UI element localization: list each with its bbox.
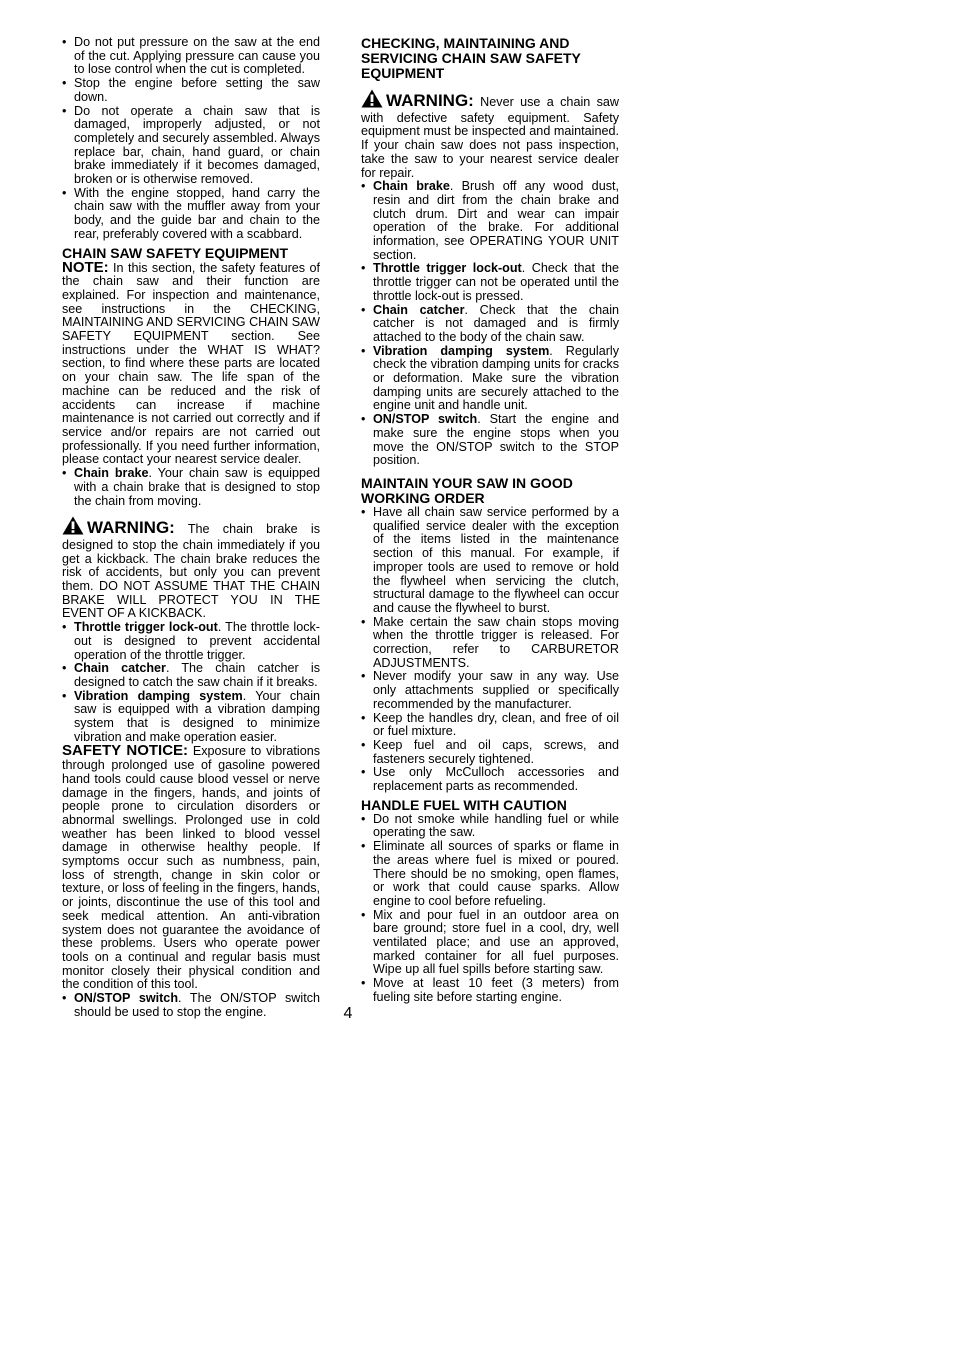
list-item	[62, 621, 320, 662]
intro-bullet-list	[62, 36, 320, 242]
item-label: Vibration damping system	[74, 688, 243, 703]
warning-triangle-icon	[361, 89, 383, 112]
onstop-list	[62, 992, 320, 1019]
list-item: • Keep the handles dry, clean, and free of oil or fuel mixture.	[361, 712, 619, 739]
item-text: . Your chain saw is equipped with a chain brake that is designed to stop the chain from moving.	[74, 466, 320, 508]
check-bullet-list	[361, 180, 619, 468]
list-item: • Have all chain saw service performed by a qualified service dealer with the exception of the items listed in the maintenance section of this manual. For example, if improper tools are used to remove or hold the flywheel when servicing the clutch, structural damage to the flywheel can occur and cause the flywheel to burst.	[361, 506, 619, 616]
warning-text: The chain brake is designed to stop the chain immediately if you get a kickback. The chain brake reduces the risk of accidents, but only you can prevent them. DO NOT ASSUME THAT THE CHAIN BRAKE WILL PROTECT YOU IN THE EVENT OF A KICKBACK.	[62, 522, 320, 621]
section-heading-maintain: MAINTAIN YOUR SAW IN GOOD WORKING ORDER	[361, 474, 573, 506]
list-item: • Move at least 10 feet (3 meters) from fueling site before starting engine.	[361, 977, 619, 1004]
item-label: Chain brake	[74, 466, 149, 481]
warning-text: Never use a chain saw with defective safety equipment. Safety equipment must be inspected and maintained. If your chain saw does not pass inspection, take the saw to your nearest service dealer for repair.	[361, 95, 619, 180]
fuel-bullet-list	[361, 813, 619, 1005]
list-item	[361, 413, 619, 468]
list-item: • Do not operate a chain saw that is damaged, improperly adjusted, or not completely and securely assembled. Always replace bar, chain, hand guard, or chain brake immediately if it becomes damaged, broken or is otherwise removed.	[62, 105, 320, 187]
item-text: . Check that the chain catcher is not damaged and is firmly attached to the body of the chain saw.	[373, 302, 619, 344]
item-label: Chain brake	[373, 179, 450, 194]
left-column	[62, 36, 320, 1020]
list-item: • Never modify your saw in any way. Use only attachments supplied or specifically recommended by the manufacturer.	[361, 670, 619, 711]
warning-triangle-icon	[62, 516, 84, 539]
page-number: 4	[343, 1005, 353, 1022]
safety-notice-text: Exposure to vibrations through prolonged use of gasoline powered hand tools could cause blood vessel or nerve damage in the fingers, hands, and joints of people prone to circulation disorders or abnormal swellings. Prolonged use in cold weather has been linked to blood vessel damage in otherwise healthy people. If symptoms occur such as numbness, pain, loss of strength, change in skin color or texture, or loss of feeling in the fingers, hands, or joints, discontinue the use of this tool and seek medical attention. An anti-vibration system does not guarantee the avoidance of these problems. Users who operate power tools on a continual and regular basis must monitor closely their physical condition and the condition of this tool.	[62, 744, 321, 992]
item-text: . Start the engine and make sure the engine stops when you move the ON/STOP switch to the STOP position.	[373, 412, 619, 468]
chain-brake-list	[62, 467, 320, 508]
item-text: . The ON/STOP switch should be used to stop the engine.	[74, 991, 320, 1019]
list-item: • Stop the engine before setting the saw down.	[62, 77, 320, 104]
safety-notice-paragraph	[62, 744, 320, 992]
list-item	[62, 992, 320, 1019]
item-label: Vibration damping system	[373, 343, 550, 358]
list-item: • Mix and pour fuel in an outdoor area on bare ground; store fuel in a cool, dry, well ventilated place; and use an approved, marked container for all fuel purposes. Wipe up all fuel spills before starting saw.	[361, 909, 619, 978]
warning-label: WARNING:	[386, 91, 474, 110]
list-item: • With the engine stopped, hand carry the chain saw with the muffler away from your body, and the guide bar and chain to the rear, preferably covered with a scabbard.	[62, 187, 320, 242]
note-paragraph	[62, 258, 320, 468]
item-label: Chain catcher	[74, 661, 166, 676]
maintain-bullet-list	[361, 506, 619, 794]
item-label: Chain catcher	[373, 302, 465, 317]
item-text: . The chain catcher is designed to catch the saw chain if it breaks.	[74, 661, 320, 689]
item-label: Throttle trigger lock-out	[373, 261, 522, 276]
equipment-bullet-list	[62, 621, 320, 744]
list-item	[361, 304, 619, 345]
item-text: . Regularly check the vibration damping units for cracks or deformation. Make sure the vibration damping units are securely attached to the engine unit and handle unit.	[373, 343, 619, 413]
item-text: . Your chain saw is equipped with a vibration damping system that is designed to minimize vibration and make operation easier.	[74, 688, 320, 744]
list-item: • Keep fuel and oil caps, screws, and fasteners securely tightened.	[361, 739, 619, 766]
list-item: • Do not put pressure on the saw at the end of the cut. Applying pressure can cause you to lose control when the cut is completed.	[62, 36, 320, 77]
list-item: • Use only McCulloch accessories and replacement parts as recommended.	[361, 766, 619, 793]
note-text: In this section, the safety features of the chain saw and their function are explained. For inspection and maintenance, see instructions in the CHECKING, MAINTAINING AND SERVICING CHAIN SAW SAFETY EQUIPMENT section. See instructions under the WHAT IS WHAT? section, to find where these parts are located on your chain saw. The life span of the machine can be reduced and the risk of accidents can increase if machine maintenance is not carried out correctly and if service and/or repairs are not carried out professionally. If you need further information, please contact your nearest service dealer.	[62, 260, 320, 467]
list-item	[62, 690, 320, 745]
item-text: . Check that the throttle trigger can not be operated until the throttle lock-out is pressed.	[373, 261, 619, 303]
list-item: • Do not smoke while handling fuel or while operating the saw.	[361, 813, 619, 840]
list-item	[361, 262, 619, 303]
list-item	[62, 467, 320, 508]
item-text: . Brush off any wood dust, resin and dirt from the chain brake and clutch drum. Dirt and wear can impair operation of the brake. For additional information, see OPERATING YOUR UNIT section.	[373, 179, 619, 262]
section-heading-fuel: HANDLE FUEL WITH CAUTION	[361, 796, 567, 813]
warning-paragraph	[361, 89, 619, 180]
item-label: ON/STOP switch	[373, 412, 478, 427]
item-text: . The throttle lock-out is designed to prevent accidental operation of the throttle trigger.	[74, 620, 320, 662]
list-item: • Make certain the saw chain stops moving when the throttle trigger is released. For correction, refer to CARBURETOR ADJUSTMENTS.	[361, 616, 619, 671]
list-item	[62, 662, 320, 689]
section-heading-safety-equipment: CHAIN SAW SAFETY EQUIPMENT	[62, 244, 289, 261]
section-heading-checking: CHECKING, MAINTAINING AND SERVICING CHAIN SAW SAFETY EQUIPMENT	[361, 35, 581, 81]
list-item	[361, 180, 619, 262]
note-label: NOTE:	[62, 258, 109, 276]
right-column	[361, 36, 619, 1005]
list-item: • Eliminate all sources of sparks or flame in the areas where fuel is mixed or poured. There should be no smoking, open flames, or work that could cause sparks. Allow engine to cool before refueling.	[361, 840, 619, 909]
safety-notice-label: SAFETY NOTICE:	[62, 742, 189, 760]
item-label: Throttle trigger lock-out	[74, 620, 218, 635]
warning-label: WARNING:	[87, 518, 175, 538]
warning-paragraph	[62, 516, 320, 621]
list-item	[361, 345, 619, 414]
item-label: ON/STOP switch	[74, 991, 179, 1006]
